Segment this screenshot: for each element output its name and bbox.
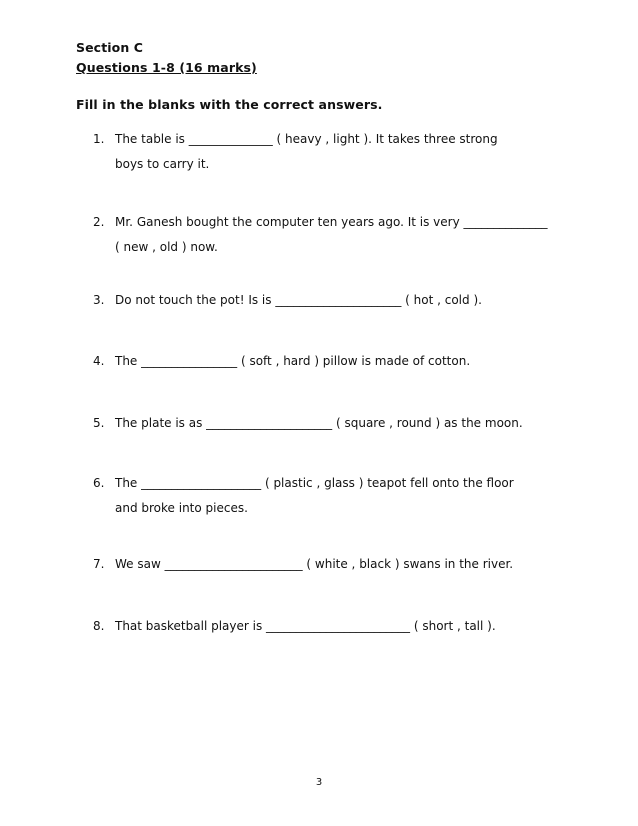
- question-text: The plate is as _____________________ ( square , round ) as the moon.: [115, 416, 523, 430]
- question-text: We saw _______________________ ( white , black ) swans in the river.: [115, 557, 514, 571]
- question-number: 6.: [93, 476, 105, 490]
- page-number: 3: [315, 777, 323, 788]
- question-text: The ____________________ ( plastic , glass ) teapot fell onto the floor: [115, 476, 514, 490]
- question-text: Mr. Ganesh bought the computer ten years ago. It is very ______________: [115, 215, 548, 229]
- question-number: 2.: [93, 215, 105, 229]
- question-number: 5.: [93, 416, 105, 430]
- question-text-continued: boys to carry it.: [115, 157, 210, 171]
- question-number: 1.: [93, 132, 105, 146]
- question-text: That basketball player is ________________________ ( short , tall ).: [115, 619, 496, 633]
- question-number: 3.: [93, 293, 105, 307]
- question-number: 7.: [93, 557, 105, 571]
- question-text-continued: and broke into pieces.: [115, 501, 248, 515]
- question-text-continued: ( new , old ) now.: [115, 240, 218, 254]
- question-number: 4.: [93, 354, 105, 368]
- question-text: Do not touch the pot! Is is _____________________ ( hot , cold ).: [115, 293, 482, 307]
- instruction-text: Fill in the blanks with the correct answers.: [76, 97, 383, 112]
- question-number: 8.: [93, 619, 105, 633]
- question-text: The ________________ ( soft , hard ) pillow is made of cotton.: [115, 354, 471, 368]
- section-title: Section C: [76, 40, 144, 55]
- questions-range: Questions 1-8 (16 marks): [76, 60, 257, 75]
- question-text: The table is ______________ ( heavy , light ). It takes three strong: [115, 132, 498, 146]
